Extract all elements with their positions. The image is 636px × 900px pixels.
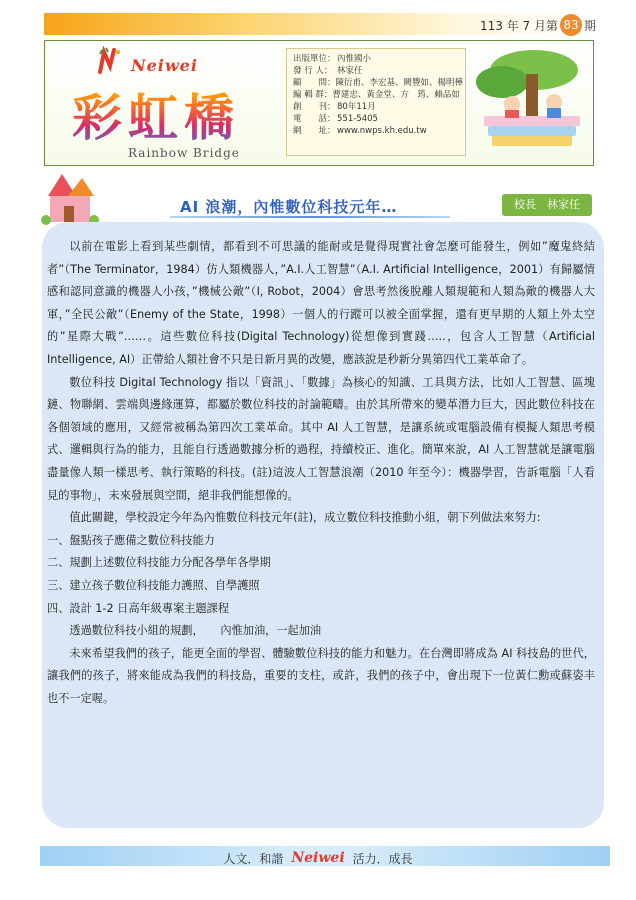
title-underline [170, 216, 450, 218]
list-item: 四、設計 1-2 日高年級專案主題課程 [47, 601, 230, 615]
author-badge: 校長 林家任 [502, 194, 592, 216]
footer-motto-left: 人文．和諧 [223, 851, 284, 866]
newsletter-subtitle: Rainbow Bridge [128, 146, 240, 160]
issue-label [480, 14, 596, 36]
pub-row: 顧 問： 陳衍甫、李宏基、闕豐如、楊明樺 [293, 78, 464, 88]
pub-row: 電 話： 551-5405 [293, 114, 378, 124]
paragraph: 以前在電影上看到某些劇情，都看到不可思議的能耐或是覺得現實社會怎麼可能發生，例如”魔鬼終結者”（The Terminator，1984）仿人類機器人，”A.I.人工智慧”（A.I. Artificial Intelligence，2001）有歸屬情感和認同意識的機器人小孩，”機械公敵”（I, Robot，2004）會思考然後脫離人類規範和人類為敵的機器人大軍，”全民公敵”（Enemy of the State，1998）一個人的行蹤可以被全面掌握，還有更早期的人類上外太空的”星際大戰”……。這些數位科技(Digital Technology)從想像到實踐…..，包含人工智慧（Artificial Intelligence, AI）正帶給人類社會不只是日新月異的改變，應該說是秒新分異第四代工業革命了。 [47, 240, 595, 366]
article-title: AI 浪潮，內惟數位科技元年… [180, 198, 398, 216]
footer-brand: Neiwei [291, 850, 345, 866]
paragraph: 透過數位科技小組的規劃， 內惟加油，一起加油 [69, 624, 322, 638]
pub-row: 編 輯 群： 曹建忠、黃金堂、方 筠、賴品如 [293, 90, 460, 100]
article-body [47, 236, 595, 710]
footer [0, 846, 636, 870]
issue-suffix: 期 [583, 18, 596, 33]
pub-row: 出版單位： 內惟國小 [293, 54, 372, 64]
pub-row: 網 址： www.nwps.kh.edu.tw [293, 126, 427, 136]
paragraph: 值此關鍵，學校設定今年為內惟數位科技元年(註)，成立數位科技推動小組，朝下列做法來努力: [69, 511, 541, 525]
brand-name: Neiwei [131, 56, 198, 75]
paragraph: 未來希望我們的孩子，能更全面的學習、體驗數位科技的能力和魅力。在台灣即將成為 AI 科技島的世代，讓我們的孩子，將來能成為我們的科技島，重要的支柱，或許，我們的孩子中，會出現下一位黃仁勳或蘇姿丰也不一定喔。 [47, 646, 595, 705]
list-item: 一、盤點孩子應備之數位科技能力 [47, 533, 215, 547]
issue-number-badge: 83 [560, 14, 582, 36]
pub-row: 發 行 人： 林家任 [293, 66, 363, 76]
publication-info [286, 48, 466, 156]
footer-motto-right: 活力．成長 [352, 851, 413, 866]
list-item: 三、建立孩子數位科技能力護照、自學護照 [47, 578, 260, 592]
castle-decoration-icon [40, 168, 100, 226]
kids-reading-illustration-icon [472, 44, 590, 162]
paragraph: 數位科技 Digital Technology 指以「資訊」、「數據」為核心的知識、工具與方法，比如人工智慧、區塊鏈、物聯網、雲端與邊緣運算，都屬於數位科技的討論範疇。由於其所帶來的變革潛力巨大，因此數位科技在各個領域的應用，又經常被稱為第四次工業革命。其中 AI 人工智慧，是讓系統或電腦設備有模擬人類思考模式、邏輯與行為的能力，且能自行透過數據分析的過程，持續校正、進化。簡單來說，AI 人工智慧就是讓電腦盡量像人類一樣思考、執行策略的科技。(註)這波人工智慧浪潮（2010 年至今）：機器學習，告訴電腦「人看見的事物」，未來發展與空間，絕非我們能想像的。 [47, 375, 595, 502]
pub-row: 創 刊： 80年11月 [293, 102, 376, 112]
issue-prefix: 113 年 7 月第 [480, 18, 558, 33]
newsletter-title: 彩虹橋 [72, 78, 240, 150]
list-item: 二、規劃上述數位科技能力分配各學年各學期 [47, 556, 271, 570]
